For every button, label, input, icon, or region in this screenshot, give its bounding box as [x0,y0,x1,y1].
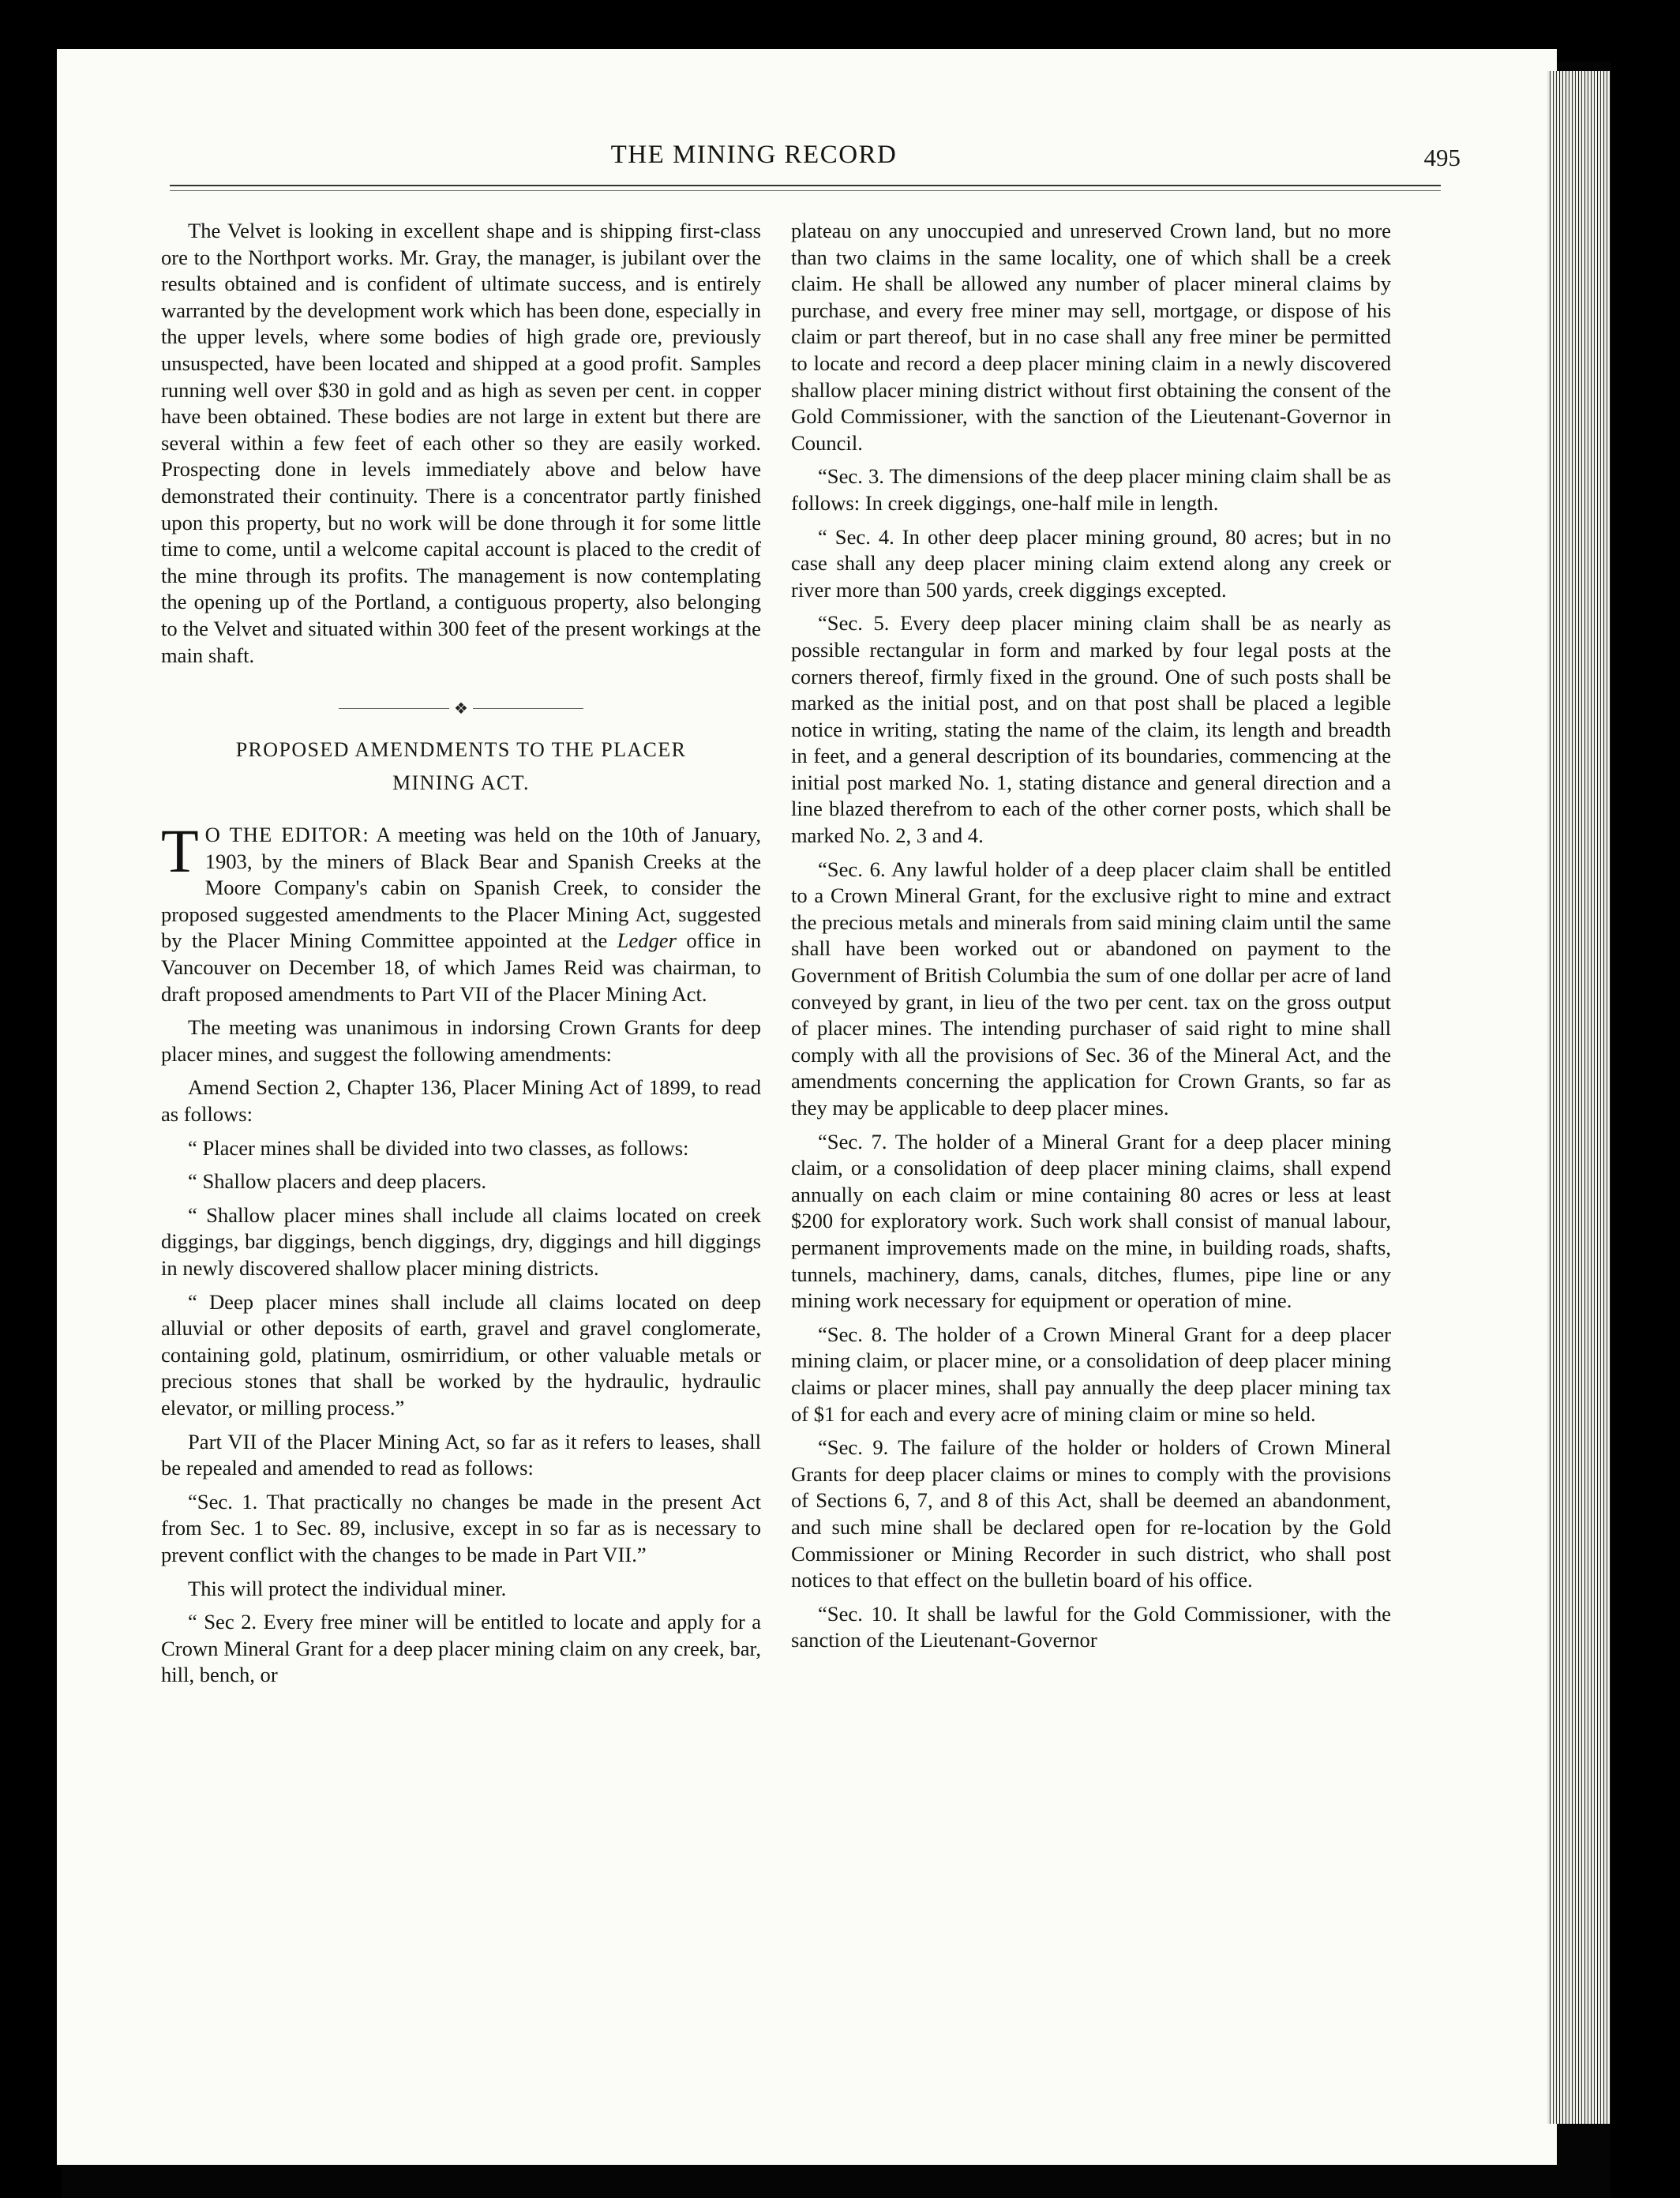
protect-paragraph: This will protect the individual miner. [188,1576,507,1600]
sec-2-continued: plateau on any unoccupied and unreserved Crown land, but no more than two claims in the same locality, one of which shall be a creek claim. He shall be allowed any number of placer mineral claims by purchase, and every free miner may sell, mortgage, or dispose of his claim or part thereof, but in no case shall any free miner be permitted to locate and record a deep placer mining claim in a newly discovered shallow placer mining district without first obtaining the consent of the Gold Commissioner, with the sanction of the Lieutenant-Governor in Council. [791,219,1391,455]
ornament-diamond-icon: ❖ [454,700,468,718]
deep-placer-paragraph: “ Deep placer mines shall include all claims located on deep alluvial or other deposits of earth, gravel and gravel conglomerate, containing gold, platinum, osmirridium, or other valuable metals or precious stones that shall be worked by the hydraulic, hydraulic elevator, or milling process.” [161,1289,761,1420]
left-column [161,218,761,1696]
velvet-paragraph: The Velvet is looking in excellent shape and is shipping first-class ore to the Northport works. Mr. Gray, the manager, is jubilant over the results obtained and is confident of ultimate success, and is entirely warranted by the development work which has been done, especially in the upper levels, where some bodies of high grade ore, previously unsuspected, have been located and shipped at a good profit. Samples running well over $30 in gold and as high as seven per cent. in copper have been obtained. These bodies are not large in extent but there are several within a few feet of each other so they are easily worked. Prospecting done in levels immediately above and below have demonstrated their continuity. There is a concentrator partly finished upon this property, but no work will be done through it for some little time to come, until a welcome capital account is placed to the credit of the mine through its profits. The management is now contemplating the opening up of the Portland, a contiguous property, also belonging to the Velvet and situated within 300 feet of the present workings at the main shaft. [161,219,761,667]
sec-4-paragraph: “ Sec. 4. In other deep placer mining ground, 80 acres; but in no case shall any deep placer mining claim extend along any creek or river more than 500 yards, creek diggings excepted. [791,524,1391,602]
ornament-rule-right [473,708,583,709]
right-column [791,218,1391,1661]
sec-10-paragraph: “Sec. 10. It shall be lawful for the Gold Commissioner, with the sanction of the Lieutenant-Governor [791,1601,1391,1652]
classes-paragraph: “ Placer mines shall be divided into two classes, as follows: [188,1135,689,1160]
amend-paragraph: Amend Section 2, Chapter 136, Placer Mining Act of 1899, to read as follows: [161,1075,761,1127]
shallow-deep-paragraph: “ Shallow placers and deep placers. [188,1169,487,1194]
article-heading [161,733,761,800]
sec-1-paragraph: “Sec. 1. That practically no changes be made in the present Act from Sec. 1 to Sec. 89, inclusive, except in so far as is necessary to prevent conflict with the changes to be made in Part VII.” [161,1489,761,1566]
sec-5-paragraph: “Sec. 5. Every deep placer mining claim shall be as nearly as possible rectangular in form and marked by four legal posts at the corners thereof, firmly fixed in the ground. One of such posts shall be marked as the initial post, and on that post shall be placed a legible notice in writing, stating the name of the claim, its length and breadth in feet, and a general description of its boundaries, commencing at the initial post marked No. 1, stating distance and general direction and a line blazed therefrom to each of the other corner posts, which shall be marked No. 2, 3 and 4. [791,611,1391,848]
sec-3-paragraph: “Sec. 3. The dimensions of the deep placer mining claim shall be as follows: In creek diggings, one-half mile in length. [791,464,1391,515]
meeting-paragraph: The meeting was unanimous in indorsing Crown Grants for deep placer mines, and suggest the following amendments: [161,1015,761,1066]
shallow-placer-paragraph: “ Shallow placer mines shall include all claims located on creek diggings, bar diggings, bench diggings, dry, diggings and hill diggings in newly discovered shallow placer mining districts. [161,1202,761,1280]
drop-cap: T [161,816,199,886]
section-ornament [161,694,761,718]
part-vii-paragraph: Part VII of the Placer Mining Act, so far as it refers to leases, shall be repealed and amended to read as follows: [161,1429,761,1480]
book-page-edges [1547,71,1611,2124]
running-head [103,141,1461,180]
sec-7-paragraph: “Sec. 7. The holder of a Mineral Grant for a deep placer mining claim, or a consolidation of deep placer mining claims, shall expend annually on each claim or mine containing 80 acres or less at least $200 for exploratory work. Such work shall consist of manual labour, permanent improvements made on the mine, in building roads, shafts, tunnels, machinery, dams, canals, ditches, flumes, pipe line or any mining work necessary for equipment or operation of mine. [791,1129,1391,1313]
editor-letter-paragraph [161,816,761,1007]
sec-6-paragraph: “Sec. 6. Any lawful holder of a deep placer claim shall be entitled to a Crown Mineral Grant, for the exclusive right to mine and extract the precious metals and minerals from said mining claim until the same shall have been worked out or abandoned on payment to the Government of British Columbia the sum of one dollar per acre of land conveyed by grant, in lieu of the two per cent. tax on the gross output of placer mines. The intending purchaser of said right to mine shall comply with all the provisions of Sec. 36 of the Mineral Act, and the amendments concerning the application for Crown Grants, so far as they may be applicable to deep placer mines. [791,857,1391,1120]
scan-background-right [1611,0,1680,2198]
article-heading-line-1: PROPOSED AMENDMENTS TO THE PLACER [235,738,687,762]
sec-8-paragraph: “Sec. 8. The holder of a Crown Mineral Grant for a deep placer mining claim, or placer mine, or a consolidation of deep placer mining claims or placer mines, shall pay annually the deep placer mining tax of $1 for each and every acre of mining claim or mine so held. [791,1322,1391,1426]
header-rule [170,185,1441,186]
page-number: 495 [1423,144,1461,171]
editor-letter-text-1: A meeting was held on the 10th of January, 1903, by the miners of Black Bear and Spanish Creeks at the Moore Company's cabin on Spanish Creek, to consider the proposed suggested amendments to the Placer Mining Act, suggested by the Placer Mining Committee appointed at the [161,823,761,953]
sec-2-paragraph: “ Sec 2. Every free miner will be entitled to locate and apply for a Crown Mineral Grant for a deep placer mining claim on any creek, bar, hill, bench, or [161,1610,761,1687]
sec-9-paragraph: “Sec. 9. The failure of the holder or holders of Crown Mineral Grants for deep placer claims or mines to comply with the provisions of Sections 6, 7, and 8 of this Act, shall be deemed an abandonment, and such mine shall be declared open for re-location by the Gold Commissioner or Mining Recorder in such district, who shall post notices to that effect on the bulletin board of his office. [791,1435,1391,1592]
ledger-newspaper-name: Ledger [617,928,677,953]
article-heading-line-2: MINING ACT. [392,771,530,795]
editor-letter-text-2: office in Vancouver on December 18, of which James Reid was chairman, to draft proposed amendments to Part VII of the Placer Mining Act. [161,928,761,1006]
header-rule-thin [170,190,1441,191]
running-title: THE MINING RECORD [610,141,898,169]
editor-salutation: O THE EDITOR: [204,823,369,847]
scan-background-left [0,0,62,2198]
ornament-rule-left [339,708,449,709]
